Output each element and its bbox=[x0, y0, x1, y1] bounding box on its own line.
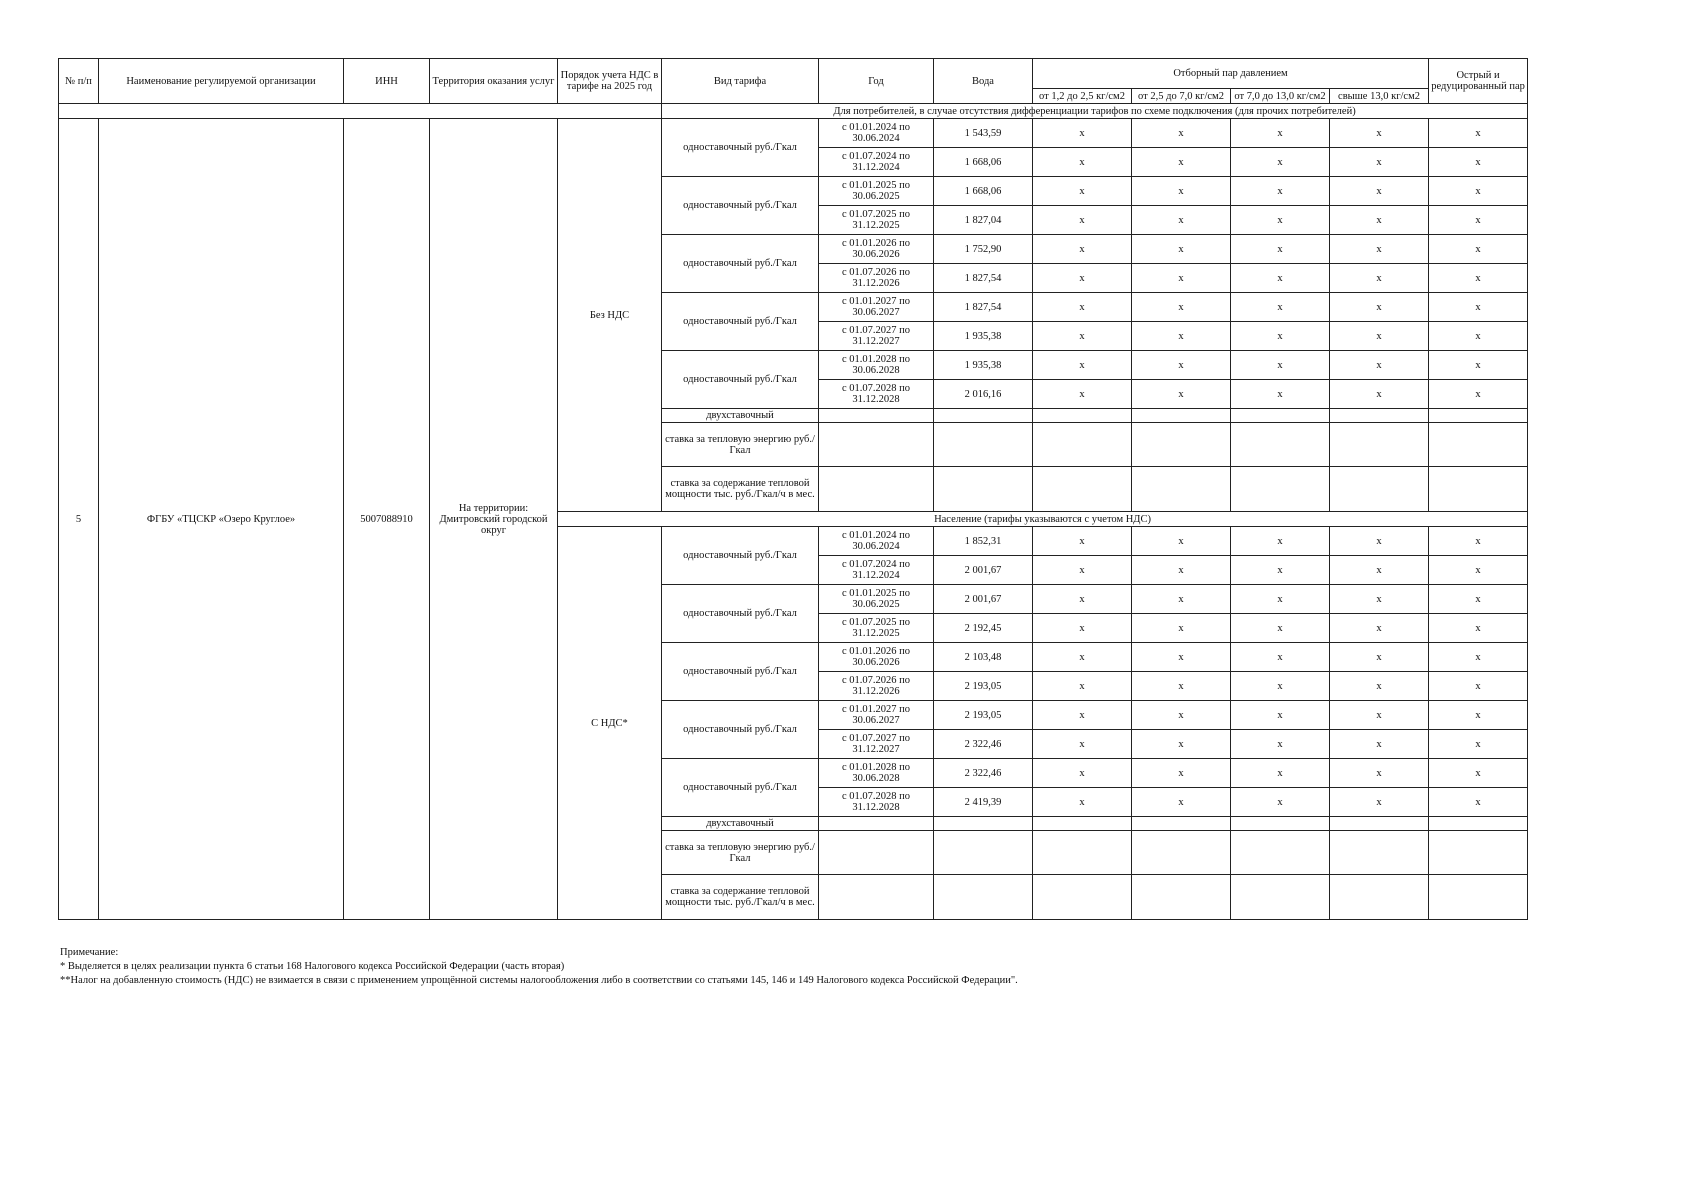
steam-x-cell: х bbox=[1132, 206, 1231, 235]
period-cell: с 01.07.2027 по 31.12.2027 bbox=[819, 322, 934, 351]
steam-x-cell: х bbox=[1132, 759, 1231, 788]
steam-x-cell: х bbox=[1429, 351, 1528, 380]
steam-x-cell: х bbox=[1033, 556, 1132, 585]
tariff-type-single: одноставочный руб./Гкал bbox=[662, 527, 819, 585]
steam-x-cell: х bbox=[1132, 322, 1231, 351]
steam-x-cell: х bbox=[1231, 119, 1330, 148]
period-cell: с 01.07.2024 по 31.12.2024 bbox=[819, 556, 934, 585]
tariff-type-single: одноставочный руб./Гкал bbox=[662, 643, 819, 701]
steam-x-cell: х bbox=[1330, 643, 1429, 672]
period-cell: с 01.01.2025 по 30.06.2025 bbox=[819, 177, 934, 206]
water-value: 1 668,06 bbox=[934, 148, 1033, 177]
tariff-table bbox=[58, 58, 1528, 920]
steam-x-cell: х bbox=[1132, 119, 1231, 148]
steam-x-cell: х bbox=[1429, 701, 1528, 730]
steam-x-cell: х bbox=[1231, 672, 1330, 701]
empty-cell bbox=[1132, 875, 1231, 920]
steam-x-cell: х bbox=[1231, 264, 1330, 293]
steam-x-cell: х bbox=[1033, 235, 1132, 264]
tariff-type-single: одноставочный руб./Гкал bbox=[662, 177, 819, 235]
header-territory: Территория оказания услуг bbox=[430, 59, 558, 104]
tariff-type-single: одноставочный руб./Гкал bbox=[662, 119, 819, 177]
period-cell: с 01.01.2026 по 30.06.2026 bbox=[819, 643, 934, 672]
water-value: 1 852,31 bbox=[934, 527, 1033, 556]
steam-x-cell: х bbox=[1429, 206, 1528, 235]
steam-x-cell: х bbox=[1132, 672, 1231, 701]
header-year: Год bbox=[819, 59, 934, 104]
empty-cell bbox=[934, 831, 1033, 875]
empty-cell bbox=[819, 409, 934, 423]
empty-cell bbox=[1132, 423, 1231, 467]
steam-x-cell: х bbox=[1231, 380, 1330, 409]
section-spacer bbox=[59, 104, 662, 119]
steam-x-cell: х bbox=[1231, 177, 1330, 206]
org-num: 5 bbox=[59, 119, 99, 920]
empty-cell bbox=[1429, 423, 1528, 467]
steam-x-cell: х bbox=[1231, 351, 1330, 380]
empty-cell bbox=[819, 817, 934, 831]
steam-x-cell: х bbox=[1231, 148, 1330, 177]
steam-x-cell: х bbox=[1330, 759, 1429, 788]
empty-cell bbox=[1231, 409, 1330, 423]
empty-cell bbox=[819, 831, 934, 875]
steam-x-cell: х bbox=[1132, 701, 1231, 730]
steam-x-cell: х bbox=[1429, 177, 1528, 206]
steam-x-cell: х bbox=[1033, 701, 1132, 730]
water-value: 1 827,54 bbox=[934, 293, 1033, 322]
header-pressure-2: от 2,5 до 7,0 кг/см2 bbox=[1132, 89, 1231, 104]
steam-x-cell: х bbox=[1033, 614, 1132, 643]
period-cell: с 01.01.2026 по 30.06.2026 bbox=[819, 235, 934, 264]
steam-x-cell: х bbox=[1132, 730, 1231, 759]
steam-x-cell: х bbox=[1033, 759, 1132, 788]
steam-x-cell: х bbox=[1231, 556, 1330, 585]
steam-x-cell: х bbox=[1429, 380, 1528, 409]
steam-x-cell: х bbox=[1132, 527, 1231, 556]
water-value: 2 322,46 bbox=[934, 759, 1033, 788]
tariff-type-single: одноставочный руб./Гкал bbox=[662, 701, 819, 759]
empty-cell bbox=[1330, 817, 1429, 831]
tariff-type-single: одноставочный руб./Гкал bbox=[662, 759, 819, 817]
period-cell: с 01.07.2028 по 31.12.2028 bbox=[819, 788, 934, 817]
steam-x-cell: х bbox=[1330, 585, 1429, 614]
period-cell: с 01.01.2024 по 30.06.2024 bbox=[819, 527, 934, 556]
empty-cell bbox=[819, 875, 934, 920]
water-value: 2 322,46 bbox=[934, 730, 1033, 759]
empty-cell bbox=[934, 467, 1033, 512]
period-cell: с 01.07.2026 по 31.12.2026 bbox=[819, 672, 934, 701]
header-tariff-type: Вид тарифа bbox=[662, 59, 819, 104]
steam-x-cell: х bbox=[1330, 235, 1429, 264]
tariff-type-capacity-rate: ставка за содержание тепловой мощности тыс. руб./Гкал/ч в мес. bbox=[662, 875, 819, 920]
steam-x-cell: х bbox=[1231, 701, 1330, 730]
steam-x-cell: х bbox=[1330, 701, 1429, 730]
tariff-type-two-rate: двухставочный bbox=[662, 817, 819, 831]
water-value: 1 752,90 bbox=[934, 235, 1033, 264]
header-pressure-1: от 1,2 до 2,5 кг/см2 bbox=[1033, 89, 1132, 104]
steam-x-cell: х bbox=[1429, 788, 1528, 817]
org-name: ФГБУ «ТЦСКР «Озеро Круглое» bbox=[99, 119, 344, 920]
org-territory: На территории: Дмитровский городской округ bbox=[430, 119, 558, 920]
steam-x-cell: х bbox=[1132, 148, 1231, 177]
header-num: № п/п bbox=[59, 59, 99, 104]
steam-x-cell: х bbox=[1429, 119, 1528, 148]
steam-x-cell: х bbox=[1033, 293, 1132, 322]
water-value: 2 193,05 bbox=[934, 672, 1033, 701]
steam-x-cell: х bbox=[1330, 672, 1429, 701]
steam-x-cell: х bbox=[1132, 788, 1231, 817]
water-value: 2 001,67 bbox=[934, 556, 1033, 585]
steam-x-cell: х bbox=[1429, 235, 1528, 264]
water-value: 1 935,38 bbox=[934, 322, 1033, 351]
steam-x-cell: х bbox=[1033, 148, 1132, 177]
steam-x-cell: х bbox=[1330, 351, 1429, 380]
header-pressure-3: от 7,0 до 13,0 кг/см2 bbox=[1231, 89, 1330, 104]
empty-cell bbox=[1330, 467, 1429, 512]
steam-x-cell: х bbox=[1132, 293, 1231, 322]
steam-x-cell: х bbox=[1429, 264, 1528, 293]
steam-x-cell: х bbox=[1132, 556, 1231, 585]
steam-x-cell: х bbox=[1330, 614, 1429, 643]
steam-x-cell: х bbox=[1231, 788, 1330, 817]
steam-x-cell: х bbox=[1033, 177, 1132, 206]
steam-x-cell: х bbox=[1330, 730, 1429, 759]
tariff-type-heat-rate: ставка за тепловую энергию руб./Гкал bbox=[662, 831, 819, 875]
steam-x-cell: х bbox=[1330, 380, 1429, 409]
water-value: 1 827,04 bbox=[934, 206, 1033, 235]
empty-cell bbox=[819, 467, 934, 512]
steam-x-cell: х bbox=[1429, 527, 1528, 556]
steam-x-cell: х bbox=[1231, 614, 1330, 643]
steam-x-cell: х bbox=[1033, 380, 1132, 409]
period-cell: с 01.07.2028 по 31.12.2028 bbox=[819, 380, 934, 409]
empty-cell bbox=[1330, 409, 1429, 423]
steam-x-cell: х bbox=[1033, 788, 1132, 817]
steam-x-cell: х bbox=[1132, 351, 1231, 380]
steam-x-cell: х bbox=[1033, 351, 1132, 380]
water-value: 2 001,67 bbox=[934, 585, 1033, 614]
steam-x-cell: х bbox=[1231, 759, 1330, 788]
water-value: 2 419,39 bbox=[934, 788, 1033, 817]
note-line-1: * Выделяется в целях реализации пункта 6 статьи 168 Налогового кодекса Российской Федерации (часть вторая) bbox=[60, 961, 565, 972]
steam-x-cell: х bbox=[1132, 235, 1231, 264]
steam-x-cell: х bbox=[1033, 585, 1132, 614]
steam-x-cell: х bbox=[1330, 527, 1429, 556]
header-org: Наименование регулируемой организации bbox=[99, 59, 344, 104]
steam-x-cell: х bbox=[1429, 293, 1528, 322]
water-value: 1 935,38 bbox=[934, 351, 1033, 380]
empty-cell bbox=[1429, 817, 1528, 831]
steam-x-cell: х bbox=[1033, 206, 1132, 235]
steam-x-cell: х bbox=[1429, 148, 1528, 177]
empty-cell bbox=[1429, 831, 1528, 875]
steam-x-cell: х bbox=[1330, 148, 1429, 177]
steam-x-cell: х bbox=[1429, 643, 1528, 672]
steam-x-cell: х bbox=[1231, 585, 1330, 614]
steam-x-cell: х bbox=[1132, 585, 1231, 614]
period-cell: с 01.01.2027 по 30.06.2027 bbox=[819, 701, 934, 730]
water-value: 1 543,59 bbox=[934, 119, 1033, 148]
steam-x-cell: х bbox=[1330, 206, 1429, 235]
steam-x-cell: х bbox=[1330, 119, 1429, 148]
steam-x-cell: х bbox=[1132, 614, 1231, 643]
period-cell: с 01.01.2027 по 30.06.2027 bbox=[819, 293, 934, 322]
steam-x-cell: х bbox=[1033, 119, 1132, 148]
empty-cell bbox=[1231, 423, 1330, 467]
steam-x-cell: х bbox=[1132, 177, 1231, 206]
water-value: 2 193,05 bbox=[934, 701, 1033, 730]
steam-x-cell: х bbox=[1033, 672, 1132, 701]
steam-x-cell: х bbox=[1330, 264, 1429, 293]
steam-x-cell: х bbox=[1033, 730, 1132, 759]
steam-x-cell: х bbox=[1330, 556, 1429, 585]
steam-x-cell: х bbox=[1231, 643, 1330, 672]
period-cell: с 01.07.2025 по 31.12.2025 bbox=[819, 614, 934, 643]
empty-cell bbox=[1132, 467, 1231, 512]
empty-cell bbox=[1132, 831, 1231, 875]
header-inn: ИНН bbox=[344, 59, 430, 104]
tariff-type-single: одноставочный руб./Гкал bbox=[662, 293, 819, 351]
period-cell: с 01.07.2027 по 31.12.2027 bbox=[819, 730, 934, 759]
period-cell: с 01.01.2028 по 30.06.2028 bbox=[819, 351, 934, 380]
period-cell: с 01.07.2025 по 31.12.2025 bbox=[819, 206, 934, 235]
empty-cell bbox=[1033, 423, 1132, 467]
empty-cell bbox=[1231, 875, 1330, 920]
steam-x-cell: х bbox=[1330, 177, 1429, 206]
steam-x-cell: х bbox=[1231, 293, 1330, 322]
water-value: 2 103,48 bbox=[934, 643, 1033, 672]
empty-cell bbox=[1231, 831, 1330, 875]
steam-x-cell: х bbox=[1330, 788, 1429, 817]
steam-x-cell: х bbox=[1429, 556, 1528, 585]
steam-x-cell: х bbox=[1429, 614, 1528, 643]
tariff-type-single: одноставочный руб./Гкал bbox=[662, 585, 819, 643]
steam-x-cell: х bbox=[1231, 527, 1330, 556]
header-steam-group: Отборный пар давлением bbox=[1033, 59, 1429, 89]
vat-group-label: С НДС* bbox=[558, 527, 662, 920]
empty-cell bbox=[1429, 875, 1528, 920]
notes-title: Примечание: bbox=[60, 947, 119, 958]
empty-cell bbox=[1231, 467, 1330, 512]
steam-x-cell: х bbox=[1429, 759, 1528, 788]
section-other-label: Для потребителей, в случае отсутствия дифференциации тарифов по схеме подключения (для прочих потребителей) bbox=[662, 104, 1528, 119]
tariff-type-capacity-rate: ставка за содержание тепловой мощности тыс. руб./Гкал/ч в мес. bbox=[662, 467, 819, 512]
empty-cell bbox=[1429, 409, 1528, 423]
tariff-type-two-rate: двухставочный bbox=[662, 409, 819, 423]
water-value: 1 827,54 bbox=[934, 264, 1033, 293]
empty-cell bbox=[1330, 423, 1429, 467]
note-line-2: **Налог на добавленную стоимость (НДС) не взимается в связи с применением упрощённой системы налогообложения либо в соответствии со статьями 145, 146 и 149 Налогового кодекса Российской Федерации". bbox=[60, 975, 1018, 986]
steam-x-cell: х bbox=[1033, 322, 1132, 351]
header-water: Вода bbox=[934, 59, 1033, 104]
empty-cell bbox=[1033, 831, 1132, 875]
header-vat-order: Порядок учета НДС в тарифе на 2025 год bbox=[558, 59, 662, 104]
empty-cell bbox=[1231, 817, 1330, 831]
notes bbox=[60, 946, 1018, 988]
empty-cell bbox=[1330, 831, 1429, 875]
empty-cell bbox=[1132, 817, 1231, 831]
steam-x-cell: х bbox=[1330, 322, 1429, 351]
steam-x-cell: х bbox=[1231, 322, 1330, 351]
table-row bbox=[59, 119, 1528, 148]
section-row-other bbox=[59, 104, 1528, 119]
period-cell: с 01.01.2024 по 30.06.2024 bbox=[819, 119, 934, 148]
period-cell: с 01.01.2028 по 30.06.2028 bbox=[819, 759, 934, 788]
empty-cell bbox=[819, 423, 934, 467]
header-sharp-steam: Острый и редуцированный пар bbox=[1429, 59, 1528, 104]
empty-cell bbox=[934, 423, 1033, 467]
empty-cell bbox=[934, 875, 1033, 920]
empty-cell bbox=[934, 409, 1033, 423]
period-cell: с 01.07.2026 по 31.12.2026 bbox=[819, 264, 934, 293]
empty-cell bbox=[1429, 467, 1528, 512]
vat-group-label: Без НДС bbox=[558, 119, 662, 512]
section-population-label: Население (тарифы указываются с учетом НДС) bbox=[558, 512, 1528, 527]
steam-x-cell: х bbox=[1231, 206, 1330, 235]
water-value: 2 016,16 bbox=[934, 380, 1033, 409]
header-pressure-4: свыше 13,0 кг/см2 bbox=[1330, 89, 1429, 104]
org-inn: 5007088910 bbox=[344, 119, 430, 920]
steam-x-cell: х bbox=[1132, 380, 1231, 409]
tariff-body bbox=[59, 104, 1528, 920]
empty-cell bbox=[1330, 875, 1429, 920]
steam-x-cell: х bbox=[1033, 643, 1132, 672]
steam-x-cell: х bbox=[1429, 585, 1528, 614]
steam-x-cell: х bbox=[1231, 235, 1330, 264]
water-value: 2 192,45 bbox=[934, 614, 1033, 643]
steam-x-cell: х bbox=[1429, 672, 1528, 701]
tariff-type-single: одноставочный руб./Гкал bbox=[662, 351, 819, 409]
period-cell: с 01.01.2025 по 30.06.2025 bbox=[819, 585, 934, 614]
tariff-type-single: одноставочный руб./Гкал bbox=[662, 235, 819, 293]
empty-cell bbox=[1033, 817, 1132, 831]
period-cell: с 01.07.2024 по 31.12.2024 bbox=[819, 148, 934, 177]
steam-x-cell: х bbox=[1132, 264, 1231, 293]
steam-x-cell: х bbox=[1132, 643, 1231, 672]
steam-x-cell: х bbox=[1231, 730, 1330, 759]
steam-x-cell: х bbox=[1429, 730, 1528, 759]
steam-x-cell: х bbox=[1429, 322, 1528, 351]
steam-x-cell: х bbox=[1330, 293, 1429, 322]
tariff-type-heat-rate: ставка за тепловую энергию руб./Гкал bbox=[662, 423, 819, 467]
empty-cell bbox=[1033, 875, 1132, 920]
empty-cell bbox=[934, 817, 1033, 831]
empty-cell bbox=[1033, 467, 1132, 512]
empty-cell bbox=[1132, 409, 1231, 423]
steam-x-cell: х bbox=[1033, 264, 1132, 293]
water-value: 1 668,06 bbox=[934, 177, 1033, 206]
empty-cell bbox=[1033, 409, 1132, 423]
steam-x-cell: х bbox=[1033, 527, 1132, 556]
